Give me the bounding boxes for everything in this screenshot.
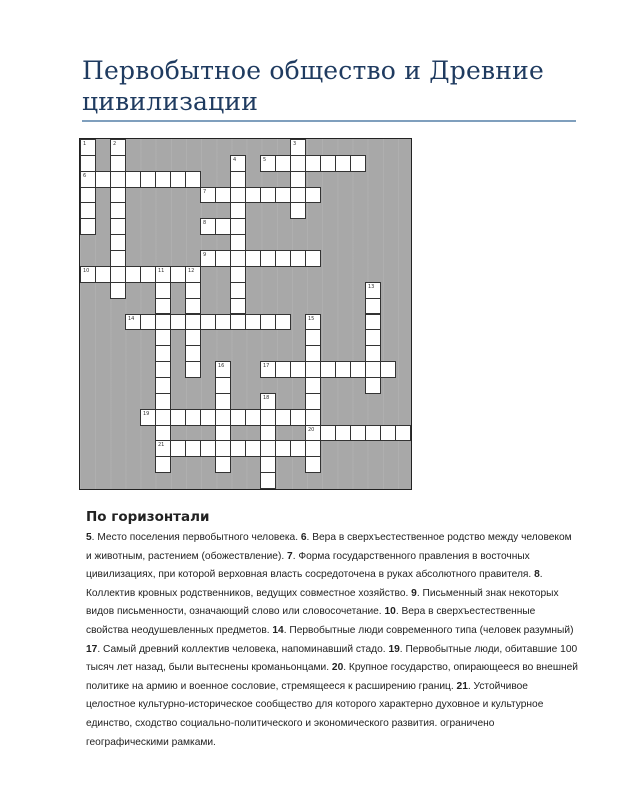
crossword-cell[interactable] <box>200 409 216 426</box>
crossword-cell[interactable] <box>275 314 291 331</box>
crossword-cell[interactable] <box>350 155 366 172</box>
crossword-cell[interactable] <box>200 187 216 204</box>
crossword-cell[interactable] <box>95 266 111 283</box>
crossword-cell[interactable] <box>275 250 291 267</box>
crossword-cell[interactable] <box>395 425 411 442</box>
crossword-cell[interactable] <box>200 314 216 331</box>
crossword-cell[interactable] <box>155 393 171 410</box>
crossword-cell[interactable] <box>230 298 246 315</box>
crossword-cell[interactable] <box>305 187 321 204</box>
crossword-cell[interactable] <box>155 314 171 331</box>
clues-list <box>86 529 578 752</box>
crossword-cell[interactable] <box>155 171 171 188</box>
clue-item-text: . Форма государственного правления в восточных цивилизациях, при которой верховная власть сосредоточена в руках абсолютного правителя. <box>86 550 535 581</box>
crossword-cell[interactable] <box>125 266 141 283</box>
crossword-cell[interactable] <box>185 409 201 426</box>
crossword-cell[interactable] <box>200 218 216 235</box>
crossword-cell[interactable] <box>230 282 246 299</box>
crossword-cell[interactable] <box>260 393 276 410</box>
crossword-cell[interactable] <box>320 155 336 172</box>
clue-number: 21 <box>158 442 165 449</box>
crossword-cell[interactable] <box>80 171 96 188</box>
crossword-cell[interactable] <box>260 187 276 204</box>
crossword-cell[interactable] <box>215 456 231 473</box>
title-underline <box>82 120 576 122</box>
clue-item-number: 17 <box>86 643 98 655</box>
page-title: Первобытное общество и Древние цивилизации <box>82 56 544 116</box>
crossword-cell[interactable] <box>230 409 246 426</box>
crossword-cell[interactable] <box>290 171 306 188</box>
crossword-cell[interactable] <box>155 266 171 283</box>
crossword-cell[interactable] <box>290 409 306 426</box>
crossword-cell[interactable] <box>155 329 171 346</box>
crossword-cell[interactable] <box>140 266 156 283</box>
clue-number: 7 <box>203 188 207 195</box>
crossword-cell[interactable] <box>95 171 111 188</box>
crossword-cell[interactable] <box>245 250 261 267</box>
clue-number: 2 <box>113 141 117 147</box>
crossword-cell[interactable] <box>305 425 321 442</box>
clue-item <box>86 644 388 655</box>
crossword-cell[interactable] <box>290 361 306 378</box>
crossword-cell[interactable] <box>155 425 171 442</box>
clue-number: 16 <box>218 363 225 370</box>
clue-item-number: 19 <box>388 643 400 655</box>
crossword-cell[interactable] <box>335 425 351 442</box>
crossword-cell[interactable] <box>110 187 126 204</box>
clue-number: 9 <box>203 252 207 259</box>
crossword-cell[interactable] <box>185 361 201 378</box>
clue-item-text: . Устойчивое целостное культурно-историческое сообщество для которого характерно духовное и культурное единство, сходство социально-политического и экономического развития. ограничено географическими рамками. <box>86 680 544 748</box>
crossword-cell[interactable] <box>215 377 231 394</box>
crossword-cell[interactable] <box>230 202 246 219</box>
clue-number: 3 <box>293 141 297 147</box>
crossword-cell[interactable] <box>170 440 186 457</box>
clue-item-number: 20 <box>331 662 344 674</box>
crossword-cell[interactable] <box>305 456 321 473</box>
crossword-cell[interactable] <box>155 298 171 315</box>
crossword-cell[interactable] <box>350 361 366 378</box>
crossword-cell[interactable] <box>200 440 216 457</box>
crossword-cell[interactable] <box>185 298 201 315</box>
clue-number: 1 <box>83 141 87 147</box>
crossword-cell[interactable] <box>230 266 246 283</box>
crossword-cell[interactable] <box>365 425 381 442</box>
crossword-cell[interactable] <box>365 377 381 394</box>
crossword-cell[interactable] <box>305 361 321 378</box>
crossword-cell[interactable] <box>275 361 291 378</box>
clue-item-text: . Самый древний коллектив человека, напоминавший стадо. <box>97 643 389 655</box>
crossword-cell[interactable] <box>155 345 171 362</box>
crossword-cell[interactable] <box>380 361 396 378</box>
crossword-cell[interactable] <box>260 155 276 172</box>
crossword-cell[interactable] <box>245 187 261 204</box>
crossword-cell[interactable] <box>290 202 306 219</box>
clue-item-number: 14 <box>272 624 284 636</box>
crossword-cell[interactable] <box>200 250 216 267</box>
crossword-cell[interactable] <box>335 361 351 378</box>
clue-item-text: . Вера в сверхъестественные свойства неодушевленных предметов. <box>86 606 536 636</box>
crossword-cell[interactable] <box>305 314 321 331</box>
crossword-cell[interactable] <box>275 155 291 172</box>
crossword-cell[interactable] <box>305 329 321 346</box>
crossword-cell[interactable] <box>110 171 126 188</box>
crossword-cell[interactable] <box>230 218 246 235</box>
clue-number: 18 <box>263 394 270 401</box>
clue-item-number: 10 <box>384 606 396 618</box>
crossword-cell[interactable] <box>185 440 201 457</box>
clue-item-text: . Первобытные люди, обитавшие 100 тысяч лет назад, были вытеснены кроманьонцами. <box>86 643 578 674</box>
crossword-cell[interactable] <box>290 155 306 172</box>
crossword-cell[interactable] <box>305 250 321 267</box>
crossword-cell[interactable] <box>260 409 276 426</box>
crossword-cell[interactable] <box>290 139 306 156</box>
crossword-cell[interactable] <box>245 314 261 331</box>
crossword-cell[interactable] <box>140 171 156 188</box>
crossword-cell[interactable] <box>155 377 171 394</box>
crossword-cell[interactable] <box>365 361 381 378</box>
crossword-cell[interactable] <box>365 314 381 331</box>
clue-number: 15 <box>308 315 315 322</box>
crossword-cell[interactable] <box>185 314 201 331</box>
crossword-cell[interactable] <box>185 171 201 188</box>
crossword-cell[interactable] <box>125 171 141 188</box>
clue-number: 19 <box>143 410 150 417</box>
clue-item-number: 8 <box>534 569 540 581</box>
crossword-cell[interactable] <box>215 314 231 331</box>
crossword-cell[interactable] <box>290 440 306 457</box>
crossword-cell[interactable] <box>305 409 321 426</box>
crossword-cell[interactable] <box>305 440 321 457</box>
clue-number: 12 <box>188 267 195 274</box>
crossword-cell[interactable] <box>80 139 96 156</box>
crossword-cell[interactable] <box>110 234 126 251</box>
clues-section <box>86 508 578 752</box>
crossword-cell[interactable] <box>290 187 306 204</box>
crossword-cell[interactable] <box>260 314 276 331</box>
crossword-cell[interactable] <box>275 440 291 457</box>
crossword-cell[interactable] <box>365 298 381 315</box>
crossword-cell[interactable] <box>215 440 231 457</box>
clue-item <box>272 625 573 636</box>
crossword-cell[interactable] <box>80 218 96 235</box>
crossword-cell[interactable] <box>275 409 291 426</box>
crossword-cell[interactable] <box>110 266 126 283</box>
crossword-cell[interactable] <box>80 266 96 283</box>
crossword-cell[interactable] <box>260 425 276 442</box>
clue-item-text: . Вера в сверхъестественное родство между человеком и животным, растением (обожествление). <box>86 532 572 562</box>
clue-item-text: . Место поселения первобытного человека. <box>91 532 301 543</box>
crossword-cell[interactable] <box>215 425 231 442</box>
clue-item-text: . Коллектив кровных родственников, ведущих совместное хозяйство. <box>86 569 543 599</box>
crossword-cell[interactable] <box>80 187 96 204</box>
crossword-cell[interactable] <box>305 155 321 172</box>
crossword-grid <box>79 138 412 490</box>
clue-number: 8 <box>203 220 207 227</box>
clue-item-number: 7 <box>287 550 293 562</box>
clue-number: 17 <box>263 363 270 370</box>
clue-item-number: 5 <box>86 532 92 543</box>
crossword-cell[interactable] <box>185 345 201 362</box>
clue-number: 5 <box>263 156 267 163</box>
crossword-cell[interactable] <box>320 425 336 442</box>
crossword-cell[interactable] <box>230 314 246 331</box>
crossword-cell[interactable] <box>155 409 171 426</box>
crossword-cell[interactable] <box>215 361 231 378</box>
crossword-cell[interactable] <box>155 282 171 299</box>
crossword-cell[interactable] <box>365 345 381 362</box>
crossword-cell[interactable] <box>125 314 141 331</box>
clue-number: 20 <box>308 426 315 433</box>
clue-number: 11 <box>158 267 165 274</box>
crossword-cell[interactable] <box>260 250 276 267</box>
clue-number: 13 <box>368 283 375 290</box>
clues-heading: По горизонтали <box>86 509 210 525</box>
crossword-cell[interactable] <box>170 314 186 331</box>
crossword-cell[interactable] <box>215 187 231 204</box>
crossword-cell[interactable] <box>215 393 231 410</box>
crossword-cell[interactable] <box>260 456 276 473</box>
crossword-cell[interactable] <box>185 282 201 299</box>
crossword-cell[interactable] <box>80 155 96 172</box>
clue-item-text: . Крупное государство, опирающееся во внешней политике на армию и военное сословие, стремящееся к расширению границ. <box>86 662 578 692</box>
clue-number: 14 <box>128 315 135 322</box>
crossword-cell[interactable] <box>110 218 126 235</box>
crossword-cell[interactable] <box>260 440 276 457</box>
crossword-cell[interactable] <box>305 393 321 410</box>
crossword-cell[interactable] <box>365 282 381 299</box>
crossword-cell[interactable] <box>185 266 201 283</box>
crossword-cell[interactable] <box>245 409 261 426</box>
crossword-cell[interactable] <box>380 425 396 442</box>
clue-item-text: . Письменный знак некоторых видов письменности, означающий слово или словосочетание. <box>86 587 559 618</box>
crossword-cell[interactable] <box>110 139 126 156</box>
crossword-cell[interactable] <box>275 187 291 204</box>
crossword-cell[interactable] <box>140 409 156 426</box>
crossword-cell[interactable] <box>110 202 126 219</box>
crossword-cell[interactable] <box>155 361 171 378</box>
clue-number: 4 <box>233 156 237 163</box>
crossword-cell[interactable] <box>110 250 126 267</box>
crossword-cell[interactable] <box>350 425 366 442</box>
clue-item <box>86 532 301 543</box>
crossword-cell[interactable] <box>260 361 276 378</box>
crossword-cell[interactable] <box>155 456 171 473</box>
crossword-cell[interactable] <box>260 472 276 489</box>
crossword-cell[interactable] <box>230 440 246 457</box>
crossword-cell[interactable] <box>365 329 381 346</box>
crossword-cell[interactable] <box>305 377 321 394</box>
crossword-cell[interactable] <box>110 282 126 299</box>
crossword-cell[interactable] <box>80 202 96 219</box>
crossword-cell[interactable] <box>230 234 246 251</box>
clue-number: 10 <box>83 267 90 274</box>
crossword-cell[interactable] <box>245 440 261 457</box>
crossword-cell[interactable] <box>215 250 231 267</box>
crossword-cell[interactable] <box>185 329 201 346</box>
clue-item-number: 6 <box>300 532 307 543</box>
clue-item-number: 9 <box>411 587 417 599</box>
crossword-cell[interactable] <box>290 250 306 267</box>
crossword-cell[interactable] <box>320 361 336 378</box>
crossword-cell[interactable] <box>230 171 246 188</box>
crossword-cell[interactable] <box>335 155 351 172</box>
crossword-cell[interactable] <box>155 440 171 457</box>
crossword-cell[interactable] <box>170 171 186 188</box>
crossword-cell[interactable] <box>215 409 231 426</box>
clue-item-number: 21 <box>456 680 468 692</box>
crossword-cell[interactable] <box>170 409 186 426</box>
crossword-cell[interactable] <box>110 155 126 172</box>
crossword-cell[interactable] <box>170 266 186 283</box>
crossword-cell[interactable] <box>230 155 246 172</box>
clue-item-text: . Первобытные люди современного типа (человек разумный) <box>283 624 574 636</box>
crossword-cell[interactable] <box>215 218 231 235</box>
crossword-cell[interactable] <box>230 250 246 267</box>
crossword-cell[interactable] <box>230 187 246 204</box>
clue-number: 6 <box>83 172 87 179</box>
crossword-cell[interactable] <box>140 314 156 331</box>
crossword-cell[interactable] <box>305 345 321 362</box>
